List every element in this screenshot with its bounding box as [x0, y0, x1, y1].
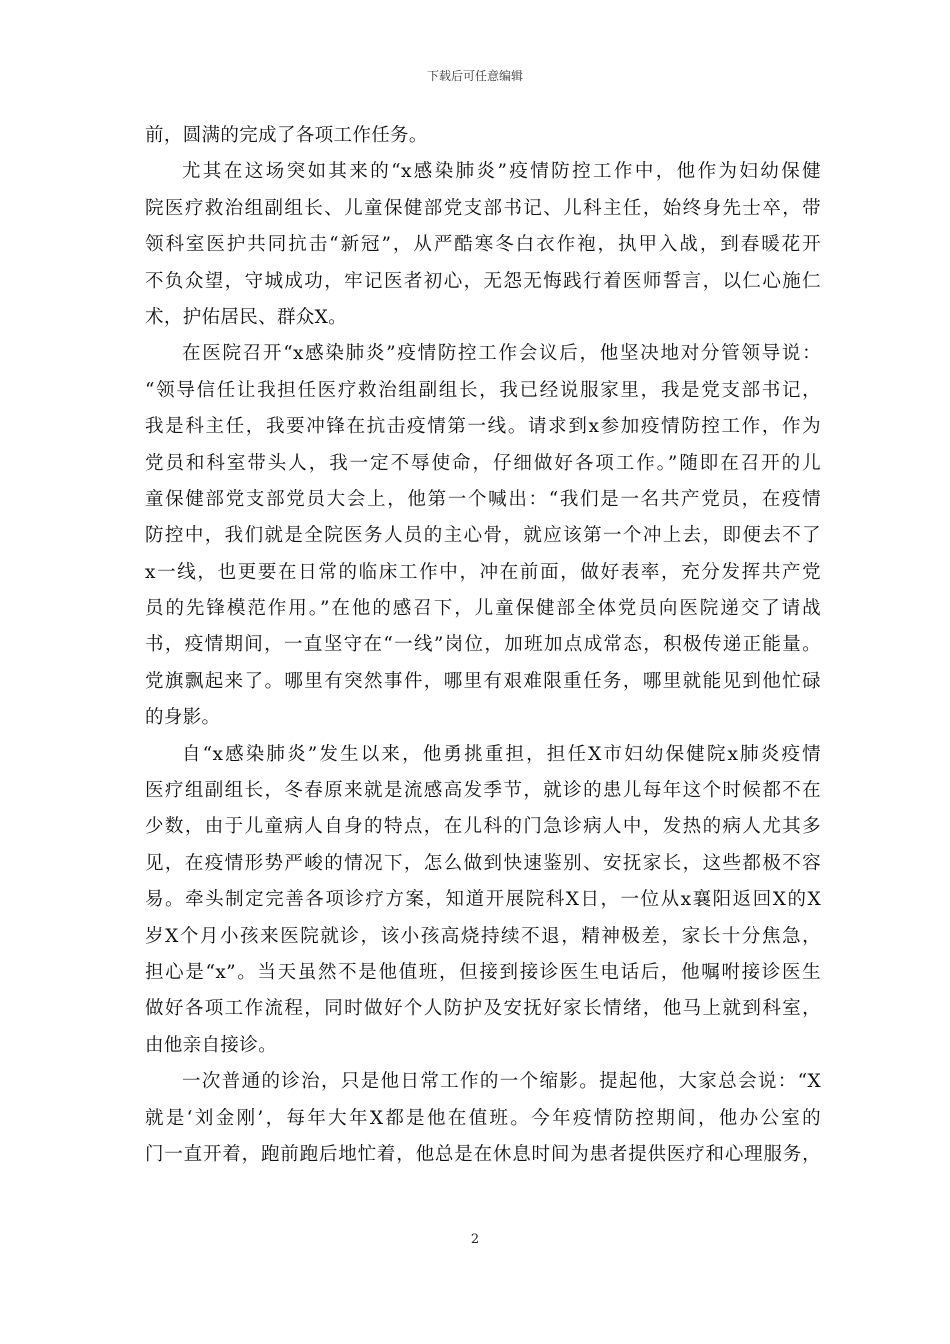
paragraph-first-line: 尤其在这场突如其来的“x感染肺炎”疫情防控工作中，他作为妇幼保健	[182, 161, 821, 183]
text-line: 领科室医护共同抗击“新冠”，从严酷寒冬白衣作袍，执甲入战，到春暖花开	[145, 234, 821, 256]
text-line: 门一直开着，跑前跑后地忙着，他总是在休息时间为患者提供医疗和心理服务，	[145, 1143, 821, 1165]
text-line: 医疗组副组长，冬春原来就是流感高发季节，就诊的患儿每年这个时候都不在	[145, 780, 821, 802]
document-body	[145, 118, 821, 1173]
text-line: 的身影。	[145, 707, 221, 729]
text-line: 员的先锋模范作用。”在他的感召下，儿童保健部全体党员向医院递交了请战	[145, 598, 821, 620]
text-line: 党员和科室带头人，我一定不辱使命，仔细做好各项工作。”随即在召开的儿	[145, 452, 821, 474]
text-line: 做好各项工作流程，同时做好个人防护及安抚好家长情绪，他马上就到科室，	[145, 998, 821, 1020]
text-line: 见，在疫情形势严峻的情况下，怎么做到快速鉴别、安抚家长，这些都极不容	[145, 852, 821, 874]
text-line: “领导信任让我担任医疗救治组副组长，我已经说服家里，我是党支部书记，	[145, 379, 821, 401]
text-line: 党旗飘起来了。哪里有突然事件，哪里有艰难限重任务，哪里就能见到他忙碌	[145, 670, 821, 692]
page-number: 2	[470, 1232, 480, 1247]
text-line: x一线，也更要在日常的临床工作中，冲在前面，做好表率，充分发挥共产党	[145, 561, 821, 583]
page-header: 下载后可任意编辑	[426, 69, 523, 83]
text-line: 由他亲自接诊。	[145, 1034, 277, 1056]
text-line: 院医疗救治组副组长、儿童保健部党支部书记、儿科主任，始终身先士卒，带	[145, 197, 821, 219]
text-line: 少数，由于儿童病人自身的特点，在儿科的门急诊病人中，发热的病人尤其多	[145, 816, 821, 838]
paragraph-first-line: 自“x感染肺炎”发生以来，他勇挑重担，担任X市妇幼保健院x肺炎疫情	[182, 743, 821, 765]
text-line: 前，圆满的完成了各项工作任务。	[145, 125, 428, 146]
text-line: 担心是“x”。当天虽然不是他值班，但接到接诊医生电话后，他嘱咐接诊医生	[145, 961, 821, 983]
text-line: 岁X个月小孩来医院就诊，该小孩高烧持续不退，精神极差，家长十分焦急，	[145, 925, 821, 947]
paragraph-first-line: 在医院召开“x感染肺炎”疫情防控工作会议后，他坚决地对分管领导说：	[182, 343, 821, 365]
text-line: 易。牵头制定完善各项诊疗方案，知道开展院科X日，一位从x襄阳返回X的X	[145, 889, 821, 911]
text-line: 防控中，我们就是全院医务人员的主心骨，就应该第一个冲上去，即便去不了	[145, 525, 821, 547]
text-line: 书，疫情期间，一直坚守在“一线”岗位，加班加点成常态，积极传递正能量。	[145, 634, 821, 656]
text-line: 就是‘刘金刚’，每年大年X都是他在值班。今年疫情防控期间，他办公室的	[145, 1107, 821, 1129]
text-line: 术，护佑居民、群众X。	[145, 306, 348, 328]
paragraph-first-line: 一次普通的诊治，只是他日常工作的一个缩影。提起他，大家总会说：“X	[182, 1071, 821, 1093]
text-line: 不负众望，守城成功，牢记医者初心，无怨无悔践行着医师誓言，以仁心施仁	[145, 270, 821, 292]
text-line: 我是科主任，我要冲锋在抗击疫情第一线。请求到x参加疫情防控工作，作为	[145, 416, 821, 438]
text-line: 童保健部党支部党员大会上，他第一个喊出：“我们是一名共产党员，在疫情	[145, 488, 821, 510]
